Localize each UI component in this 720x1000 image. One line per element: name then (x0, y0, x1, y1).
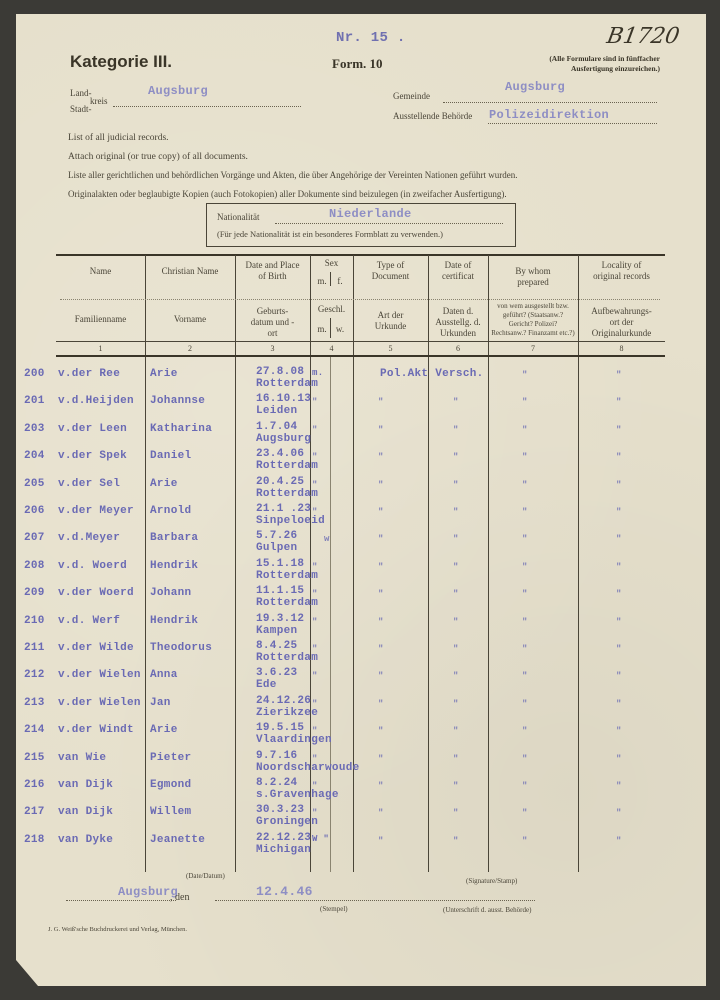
column-header-de: Aufbewahrungs- ort der Originalurkunde (591, 306, 652, 338)
column-header-en: Date of certificat (442, 260, 474, 281)
prepared-by-cell: " (522, 397, 528, 408)
document-type-cell: " (378, 452, 384, 463)
birth-date-cell: 24.12.26 (256, 694, 312, 707)
sex-subdivider (330, 318, 331, 338)
column-header-de: Art der Urkunde (374, 310, 407, 331)
first-name-cell: Arie (150, 368, 178, 380)
certificate-date-cell: " (453, 726, 459, 737)
certificate-date-cell: " (453, 781, 459, 791)
prepared-by-cell: " (522, 698, 528, 709)
document-type-cell: " (378, 781, 384, 791)
prepared-by-cell: " (522, 507, 528, 517)
gemeinde-label: Gemeinde (393, 91, 430, 101)
prepared-by-cell: " (522, 424, 528, 435)
first-name-cell: Anna (150, 669, 178, 682)
certificate-date-cell: " (453, 479, 459, 490)
sex-cell: " (312, 397, 318, 408)
place-field-line (66, 900, 176, 901)
record-number: 208 (24, 559, 45, 572)
sex-cell: " (312, 808, 318, 819)
records-locality-cell: " (616, 644, 622, 654)
column-header-en: By whom prepared (515, 266, 551, 287)
sex-cell: " (312, 452, 318, 463)
column-number: 8 (619, 344, 624, 353)
surname-cell: v.der Spek (58, 450, 128, 463)
surname-cell: v.d.Meyer (58, 532, 121, 545)
certificate-date-cell: " (453, 753, 459, 764)
birth-place-cell: Rotterdam (256, 569, 319, 582)
document-type-cell: " (378, 835, 384, 846)
first-name-cell: Barbara (150, 532, 199, 545)
birth-place-cell: Michigan (256, 843, 312, 856)
header-number-rule (56, 341, 665, 342)
records-locality-cell: " (616, 370, 622, 380)
page-corner (16, 960, 38, 986)
first-name-cell: Pieter (150, 751, 192, 764)
surname-cell: v.der Wielen (58, 669, 141, 682)
column-header-de: Geschl. (317, 304, 346, 314)
surname-cell: v.der Wilde (58, 642, 134, 654)
birth-date-cell: 19.3.12 (256, 612, 305, 625)
certificate-date-cell: " (453, 424, 459, 435)
column-number: 1 (98, 344, 103, 353)
column-header-en: Christian Name (161, 266, 219, 276)
sex-cell: " (312, 589, 318, 600)
column-number: 6 (456, 344, 460, 353)
document-type-cell: " (378, 534, 384, 545)
prepared-by-cell: " (522, 479, 528, 490)
certificate-date-cell: " (453, 698, 459, 709)
printer-imprint: J. G. Weiß'sche Buchdruckerei und Verlag, München. (48, 926, 188, 933)
prepared-by-cell: " (522, 452, 528, 463)
sex-cell: " (312, 424, 318, 435)
document-type-cell: " (378, 616, 384, 627)
column-header-de: Vorname (173, 314, 207, 324)
birth-place-cell: Rotterdam (256, 378, 319, 390)
birth-date-cell: 15.1.18 (256, 557, 305, 570)
prepared-by-cell: " (522, 644, 528, 654)
column-header-de: Familienname (74, 314, 127, 324)
first-name-cell: Hendrik (150, 614, 199, 627)
records-locality-cell: " (616, 671, 622, 682)
first-name-cell: Egmond (150, 779, 192, 791)
column-header-de: Daten d. Ausstellg. d. Urkunden (435, 306, 481, 338)
birth-date-cell: 30.3.23 (256, 804, 305, 817)
record-number: 213 (24, 696, 45, 709)
instruction-line: List of all judicial records. (68, 133, 169, 143)
document-type-cell: " (378, 808, 384, 819)
birth-place-cell: Ede (256, 679, 277, 692)
record-number: 216 (24, 779, 45, 791)
first-name-cell: Willem (150, 806, 192, 819)
prepared-by-cell: " (522, 808, 528, 819)
surname-cell: v.d.Heijden (58, 395, 134, 408)
birth-date-cell: 5.7.26 (256, 530, 298, 543)
first-name-cell: Daniel (150, 450, 192, 463)
record-number: 218 (24, 833, 45, 846)
sex-cell: " (312, 616, 318, 627)
surname-cell: v.d. Werf (58, 614, 121, 627)
date-caption: (Date/Datum) (186, 872, 225, 880)
sex-cell: " (312, 726, 318, 737)
document-type-cell: " (378, 753, 384, 764)
records-locality-cell: " (616, 424, 622, 435)
record-number: 205 (24, 477, 45, 490)
document-type-cell: " (378, 726, 384, 737)
document-type-cell: Pol.Akt Versch. (380, 368, 484, 380)
prepared-by-cell: " (522, 726, 528, 737)
behoerde-value: Polizeidirektion (489, 108, 610, 122)
birth-place-cell: Sinpeloeid (256, 515, 326, 527)
sex-cell: " (312, 781, 318, 791)
first-name-cell: Arie (150, 477, 178, 490)
records-locality-cell: " (616, 589, 622, 600)
records-locality-cell: " (616, 698, 622, 709)
records-locality-cell: " (616, 808, 622, 819)
first-name-cell: Katharina (150, 422, 213, 435)
document-type-cell: " (378, 424, 384, 435)
sex-subheader-en: m. (317, 276, 327, 286)
birth-date-cell: 19.5.15 (256, 722, 305, 735)
sex-subheader-de: m. (317, 324, 327, 334)
place-value: Augsburg (118, 885, 179, 899)
surname-cell: v.der Sel (58, 477, 121, 490)
birth-place-cell: Zierikzee (256, 706, 319, 719)
birth-date-cell: 11.1.15 (256, 585, 305, 598)
surname-cell: v.der Leen (58, 422, 128, 435)
surname-cell: v.d. Woerd (58, 559, 128, 572)
birth-place-cell: Gulpen (256, 542, 298, 555)
birth-place-cell: Kampen (256, 624, 298, 637)
sex-subheader-de: w. (335, 324, 345, 334)
birth-date-cell: 16.10.13 (256, 393, 312, 406)
column-number: 7 (531, 344, 535, 353)
column-header-en: Name (89, 266, 112, 276)
record-number: 217 (24, 806, 45, 819)
birth-date-cell: 9.7.16 (256, 749, 298, 762)
sex-cell: " (312, 507, 318, 517)
birth-date-cell: 20.4.25 (256, 475, 305, 488)
records-locality-cell: " (616, 479, 622, 490)
birth-place-cell: Rotterdam (256, 652, 319, 664)
prepared-by-cell: " (522, 561, 528, 572)
records-locality-cell: " (616, 726, 622, 737)
first-name-cell: Jan (150, 696, 171, 709)
record-number: 215 (24, 751, 45, 764)
certificate-date-cell: " (453, 644, 459, 654)
birth-place-cell: Groningen (256, 816, 319, 829)
sex-cell: " (312, 644, 318, 654)
nationality-label: Nationalität (217, 212, 260, 222)
date-value: 12.4.46 (256, 884, 313, 899)
first-name-cell: Hendrik (150, 559, 199, 572)
prepared-by-cell: " (522, 616, 528, 627)
record-number: 203 (24, 422, 45, 435)
certificate-date-cell: " (453, 589, 459, 600)
nationality-box (206, 203, 516, 247)
record-number: 214 (24, 724, 45, 737)
column-header-en: Locality of original records (593, 260, 650, 281)
gemeinde-value: Augsburg (505, 80, 566, 94)
records-locality-cell: " (616, 452, 622, 463)
record-number: 206 (24, 505, 45, 517)
column-header-en: Type of Document (371, 260, 410, 281)
document-type-cell: " (378, 698, 384, 709)
certificate-date-cell: " (453, 561, 459, 572)
birth-place-cell: Vlaardingen (256, 734, 332, 747)
record-number: 204 (24, 450, 45, 463)
instruction-line: Liste aller gerichtlichen und behördlichen Vorgänge und Akten, die über Angehörige der Vereinten Nationen geführt wurden. (68, 170, 518, 180)
kreis-value: Augsburg (148, 84, 209, 98)
record-number: 201 (24, 395, 45, 408)
document-type-cell: " (378, 589, 384, 600)
form-number: Nr. 15 . (336, 30, 406, 46)
date-field-line (215, 900, 535, 901)
document-type-cell: " (378, 507, 384, 517)
record-number: 207 (24, 532, 45, 545)
sex-subheader-en: f. (337, 276, 343, 286)
first-name-cell: Theodorus (150, 642, 213, 654)
record-number: 210 (24, 614, 45, 627)
table-row (0, 831, 720, 866)
nationality-note: (Für jede Nationalität ist ein besonderes Formblatt zu verwenden.) (217, 229, 443, 239)
records-locality-cell: " (616, 534, 622, 545)
birth-date-cell: 8.4.25 (256, 640, 298, 652)
copies-note-line: Ausfertigung einzureichen.) (570, 64, 660, 73)
prepared-by-cell: " (522, 370, 528, 380)
document-type-cell: " (378, 479, 384, 490)
sex-cell: " (312, 671, 318, 682)
first-name-cell: Johann (150, 587, 192, 600)
column-header-en: Date and Place of Birth (245, 260, 300, 281)
records-locality-cell: " (616, 781, 622, 791)
records-locality-cell: " (616, 616, 622, 627)
birth-place-cell: Rotterdam (256, 597, 319, 610)
gemeinde-field-line (443, 102, 657, 103)
column-number: 3 (270, 344, 275, 353)
column-header-en: Sex (324, 258, 339, 268)
category-title: Kategorie III. (70, 52, 173, 71)
sex-cell: " (312, 753, 318, 764)
instruction-line: Attach original (or true copy) of all documents. (68, 152, 248, 162)
surname-cell: v.der Woerd (58, 587, 134, 600)
certificate-date-cell: " (453, 534, 459, 545)
behoerde-field-line (488, 123, 657, 124)
certificate-date-cell: " (453, 507, 459, 517)
birth-date-cell: 21.1 .23 (256, 503, 312, 515)
column-header-de: Geburts- datum und -ort (250, 306, 295, 338)
prepared-by-cell: " (522, 671, 528, 682)
prepared-by-cell: " (522, 534, 528, 545)
sex-cell: m. (312, 368, 324, 378)
column-number: 2 (188, 344, 192, 353)
surname-cell: v.der Meyer (58, 505, 134, 517)
document-type-cell: " (378, 561, 384, 572)
surname-cell: van Dyke (58, 833, 114, 846)
nationality-value: Niederlande (329, 207, 412, 221)
column-number: 4 (329, 344, 334, 353)
kreis-label: kreis (90, 96, 108, 106)
document-type-cell: " (378, 397, 384, 408)
certificate-date-cell: " (453, 835, 459, 846)
birth-place-cell: Noordscharwoude (256, 761, 360, 774)
sex-cell: " (312, 698, 318, 709)
birth-place-cell: Leiden (256, 405, 298, 418)
behoerde-label: Ausstellende Behörde (393, 111, 473, 121)
stempel-caption: (Stempel) (320, 905, 348, 913)
nationality-field-line (275, 223, 503, 224)
kreis-field-line (113, 106, 301, 107)
surname-cell: v.der Windt (58, 724, 134, 737)
copies-note-line: (Alle Formulare sind in fünffacher (549, 54, 660, 63)
surname-cell: van Dijk (58, 806, 114, 819)
birth-date-cell: 23.4.06 (256, 448, 305, 461)
prepared-by-cell: " (522, 589, 528, 600)
birth-date-cell: 27.8.08 (256, 366, 305, 378)
prepared-by-cell: " (522, 835, 528, 846)
records-locality-cell: " (616, 835, 622, 846)
records-locality-cell: " (616, 561, 622, 572)
first-name-cell: Johannse (150, 395, 206, 408)
record-number: 200 (24, 368, 45, 380)
birth-date-cell: 3.6.23 (256, 667, 298, 680)
signature-caption: (Signature/Stamp) (466, 877, 518, 885)
column-header-de: von wem ausgestellt bzw. geführt? (Staatsanw.? Gericht? Polizei? Rechtsanw.? Finanzamt etc.?) (491, 302, 575, 337)
land-label: Land- (70, 88, 92, 98)
record-number: 209 (24, 587, 45, 600)
surname-cell: v.der Wielen (58, 696, 141, 709)
surname-cell: v.der Ree (58, 368, 121, 380)
records-locality-cell: " (616, 753, 622, 764)
sex-cell: " (312, 561, 318, 572)
records-locality-cell: " (616, 507, 622, 517)
prepared-by-cell: " (522, 753, 528, 764)
table-body-rule (56, 355, 665, 357)
certificate-date-cell: " (453, 616, 459, 627)
stadt-label: Stadt- (70, 104, 92, 114)
certificate-date-cell: " (453, 452, 459, 463)
birth-date-cell: 8.2.24 (256, 777, 298, 789)
certificate-date-cell: " (453, 397, 459, 408)
den-label: , den (170, 892, 190, 903)
copies-note (520, 54, 660, 74)
first-name-cell: Arie (150, 724, 178, 737)
birth-place-cell: Augsburg (256, 432, 312, 445)
birth-place-cell: s.Gravenhage (256, 789, 339, 801)
first-name-cell: Arnold (150, 505, 192, 517)
sex-cell: W " (312, 833, 330, 844)
sex-cell: " (312, 479, 318, 490)
document-type-cell: " (378, 671, 384, 682)
table-top-rule (56, 254, 665, 256)
record-number: 211 (24, 642, 45, 654)
certificate-date-cell: " (453, 808, 459, 819)
prepared-by-cell: " (522, 781, 528, 791)
document-type-cell: " (378, 644, 384, 654)
birth-date-cell: 1.7.04 (256, 420, 298, 433)
record-number: 212 (24, 669, 45, 682)
surname-cell: van Wie (58, 751, 107, 764)
sex-cell: w (324, 534, 330, 545)
unterschrift-caption: (Unterschrift d. ausst. Behörde) (443, 906, 532, 914)
birth-place-cell: Rotterdam (256, 460, 319, 473)
birth-place-cell: Rotterdam (256, 487, 319, 500)
form-label: Form. 10 (332, 56, 383, 71)
first-name-cell: Jeanette (150, 833, 206, 846)
records-locality-cell: " (616, 397, 622, 408)
reference-number-handwritten: B1720 (604, 24, 682, 49)
column-number: 5 (388, 344, 393, 353)
sex-subdivider (330, 272, 331, 286)
instruction-line: Originalakten oder beglaubigte Kopien (auch Fotokopien) aller Dokumente sind beizulegen (in zweifacher Ausfertigung). (68, 189, 507, 199)
certificate-date-cell: " (453, 671, 459, 682)
birth-date-cell: 22.12.23 (256, 831, 312, 844)
surname-cell: van Dijk (58, 779, 114, 791)
header-separator (60, 299, 660, 300)
